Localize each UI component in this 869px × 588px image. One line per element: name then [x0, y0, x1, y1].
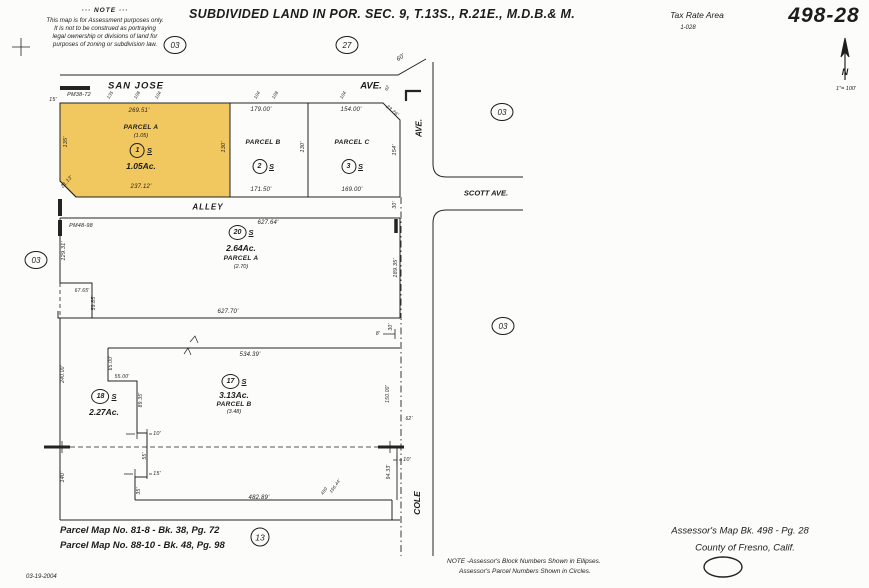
- dimension-label: 189.35': [393, 258, 399, 278]
- parcel-a-name: PARCEL A: [123, 124, 159, 131]
- dimension-label: 130': [221, 141, 227, 153]
- block-number-ellipse: 03: [164, 36, 187, 54]
- parcel-17-info[interactable]: [216, 374, 251, 415]
- street-scott-ave: SCOTT AVE.: [463, 188, 509, 198]
- parcel-b-info[interactable]: [245, 139, 280, 174]
- note-line: It is not to be construed as portraying: [54, 25, 156, 32]
- parcel20-west-boundary: [60, 218, 92, 318]
- dimension-label: 269.51': [128, 108, 150, 114]
- parcel-20-suffix: S: [248, 228, 254, 237]
- scale-label: 1"= 100': [836, 86, 856, 92]
- parcel-c-number-row: [334, 159, 369, 174]
- parcel-map-ref-1: Parcel Map No. 81-8 - Bk. 38, Pg. 72: [60, 525, 220, 536]
- dimension-label: 55.00': [114, 374, 130, 380]
- parcel-b-number: 2: [252, 159, 267, 174]
- cole-east-line-upper: [433, 62, 523, 177]
- dimension-label: 534.39': [239, 352, 261, 358]
- dimension-label: 240.00': [60, 365, 66, 383]
- parcel-20-number: 20: [228, 225, 246, 240]
- footer-note-2: Assessor's Parcel Numbers Shown in Circles.: [459, 568, 591, 575]
- parcel-a-suffix: S: [146, 146, 153, 155]
- dimension-label: 89.35': [138, 392, 144, 408]
- dimension-label: 21.13': [59, 174, 75, 190]
- parcel-a-number: 1: [130, 143, 145, 158]
- street-san-jose-ave: AVE.: [360, 80, 382, 92]
- block-number-ellipse: 03: [25, 251, 48, 269]
- parcel-map-ref-2: Parcel Map No. 88-10 - Bk. 48, Pg. 98: [60, 540, 225, 551]
- ten-ft-dim-ticks: [126, 429, 152, 439]
- parcel-20-info[interactable]: [224, 225, 259, 270]
- dimension-label: 65.00': [108, 355, 114, 371]
- parcel-20-alt-acreage: (2.70): [233, 264, 249, 270]
- dimension-label: 154.00': [340, 107, 362, 113]
- parcel-a-alt-acreage: (1.05): [133, 133, 149, 139]
- parcel-a-info[interactable]: [124, 124, 159, 171]
- dimension-label: 30': [392, 201, 398, 209]
- parcel-17-name: PARCEL B: [216, 401, 252, 408]
- dimension-label: 450: [319, 486, 329, 496]
- dimension-label: 35': [136, 487, 142, 495]
- cole-east-line-lower: [433, 210, 523, 556]
- block-number-ellipse: 03: [492, 317, 515, 335]
- north-label: N: [841, 67, 849, 77]
- parcel-17-alt-acreage: (3.48): [226, 409, 242, 415]
- corner-bracket-mark: [406, 91, 421, 101]
- dimension-label: 62': [405, 416, 413, 422]
- dimension-label: 135': [63, 136, 69, 148]
- disclaimer-note: [30, 7, 180, 49]
- block-number-ellipse: 27: [336, 36, 359, 54]
- dimension-label: 55': [142, 452, 148, 460]
- dimension-label: 10': [153, 431, 161, 437]
- dimension-label: 94.33': [386, 464, 392, 480]
- parcel-c-suffix: S: [357, 162, 363, 171]
- dimension-label: 15': [153, 471, 161, 477]
- note-line: legal ownership or divisions of land for: [52, 33, 158, 40]
- dimension-label: 135: [105, 90, 115, 100]
- dimension-label: PM48-98: [69, 223, 93, 229]
- map-title: SUBDIVIDED LAND IN POR. SEC. 9, T.13S., R.21E., M.D.B.& M.: [189, 7, 575, 21]
- page-reference-circle: 13: [251, 528, 270, 547]
- revision-date: 03-19-2004: [26, 574, 57, 580]
- dimension-label: 627.64': [257, 220, 279, 226]
- county-label: County of Fresno, Calif.: [695, 542, 795, 554]
- dimension-label: 237.12': [130, 184, 152, 190]
- registration-cross: [12, 38, 30, 56]
- dimension-label: 108: [132, 90, 142, 100]
- dimension-label: 171.50': [250, 187, 272, 193]
- footer-note-1: NOTE -Assessor's Block Numbers Shown in Ellipses.: [447, 558, 601, 565]
- parcel-20-number-row: [224, 225, 259, 240]
- dimension-label: 129.31': [61, 241, 67, 261]
- dimension-label: 104: [252, 90, 262, 100]
- parcel-20-acreage: 2.64Ac.: [226, 243, 256, 253]
- note-line: This map is for Assessment purposes only.: [46, 17, 164, 24]
- dimension-label: PM38-72: [67, 92, 91, 98]
- dimension-label: 67.65': [74, 288, 90, 294]
- parcel-c-info[interactable]: [334, 139, 369, 174]
- match-line-carets: [184, 336, 198, 355]
- dimension-label: 156.44': [328, 478, 342, 494]
- parcel-17-suffix: S: [241, 377, 247, 386]
- dimension-label: 23.26': [384, 103, 400, 119]
- dimension-label: 154': [392, 144, 398, 156]
- parcel-a-acreage: 1.05Ac.: [126, 161, 156, 171]
- parcel-b-number-row: [245, 159, 280, 174]
- dimension-label: 104: [338, 90, 348, 100]
- dimension-label: 30': [388, 323, 394, 331]
- block-number-ellipse: 03: [491, 103, 514, 121]
- parcel-18-suffix: S: [111, 392, 117, 401]
- parcel-a-number-row: [124, 143, 159, 158]
- parcel-17-number-row: [216, 374, 251, 389]
- street-alley: ALLEY: [192, 202, 224, 212]
- note-title: ··· NOTE ···: [81, 7, 129, 14]
- san-jose-north-line: [60, 59, 426, 75]
- dimension-label: 10': [403, 457, 411, 463]
- tax-rate-area-value: 1-028: [680, 25, 696, 31]
- note-line: purposes of zoning or subdivision law.: [52, 41, 158, 48]
- dimension-label: 627.70': [217, 309, 239, 315]
- dimension-label: 130': [300, 141, 306, 153]
- dimension-label: 62: [383, 84, 391, 92]
- dimension-label: 59.85': [91, 295, 97, 311]
- parcel-18-info[interactable]: [89, 389, 119, 417]
- dimension-label: 15': [49, 97, 57, 103]
- block-ellipse-example: [704, 557, 742, 577]
- sheet-number: 498-28: [788, 4, 860, 27]
- dimension-label: 179.00': [250, 107, 272, 113]
- parcel-17-number: 17: [221, 374, 239, 389]
- dimension-label: 140': [60, 471, 66, 483]
- parcel-c-number: 3: [341, 159, 356, 174]
- dimension-label: 104: [153, 90, 163, 100]
- dimension-label: 150.00': [385, 385, 391, 403]
- parcel-c-name: PARCEL C: [334, 139, 370, 146]
- parcel-18-number-row: [89, 389, 119, 404]
- parcel-17-acreage: 3.13Ac.: [219, 390, 249, 400]
- street-san-jose: SAN JOSE: [107, 80, 165, 92]
- parcel-b-suffix: S: [268, 162, 274, 171]
- dimension-label: 60': [395, 53, 407, 63]
- dimension-label: 8': [375, 331, 381, 337]
- parcel-20-name: PARCEL A: [223, 255, 259, 262]
- dimension-label: 169.00': [341, 187, 363, 193]
- tax-rate-area-label: Tax Rate Area: [670, 10, 724, 20]
- parcel-b-name: PARCEL B: [245, 139, 281, 146]
- parcel-18-number: 18: [91, 389, 109, 404]
- street-cole: COLE: [412, 491, 422, 515]
- dimension-label: 108: [270, 90, 280, 100]
- street-cole-ave-suffix: AVE.: [414, 118, 424, 138]
- parcel-18-acreage: 2.27Ac.: [89, 407, 119, 417]
- assessors-map-ref: Assessor's Map Bk. 498 - Pg. 28: [671, 525, 809, 537]
- dimension-label: 482.89': [248, 495, 270, 501]
